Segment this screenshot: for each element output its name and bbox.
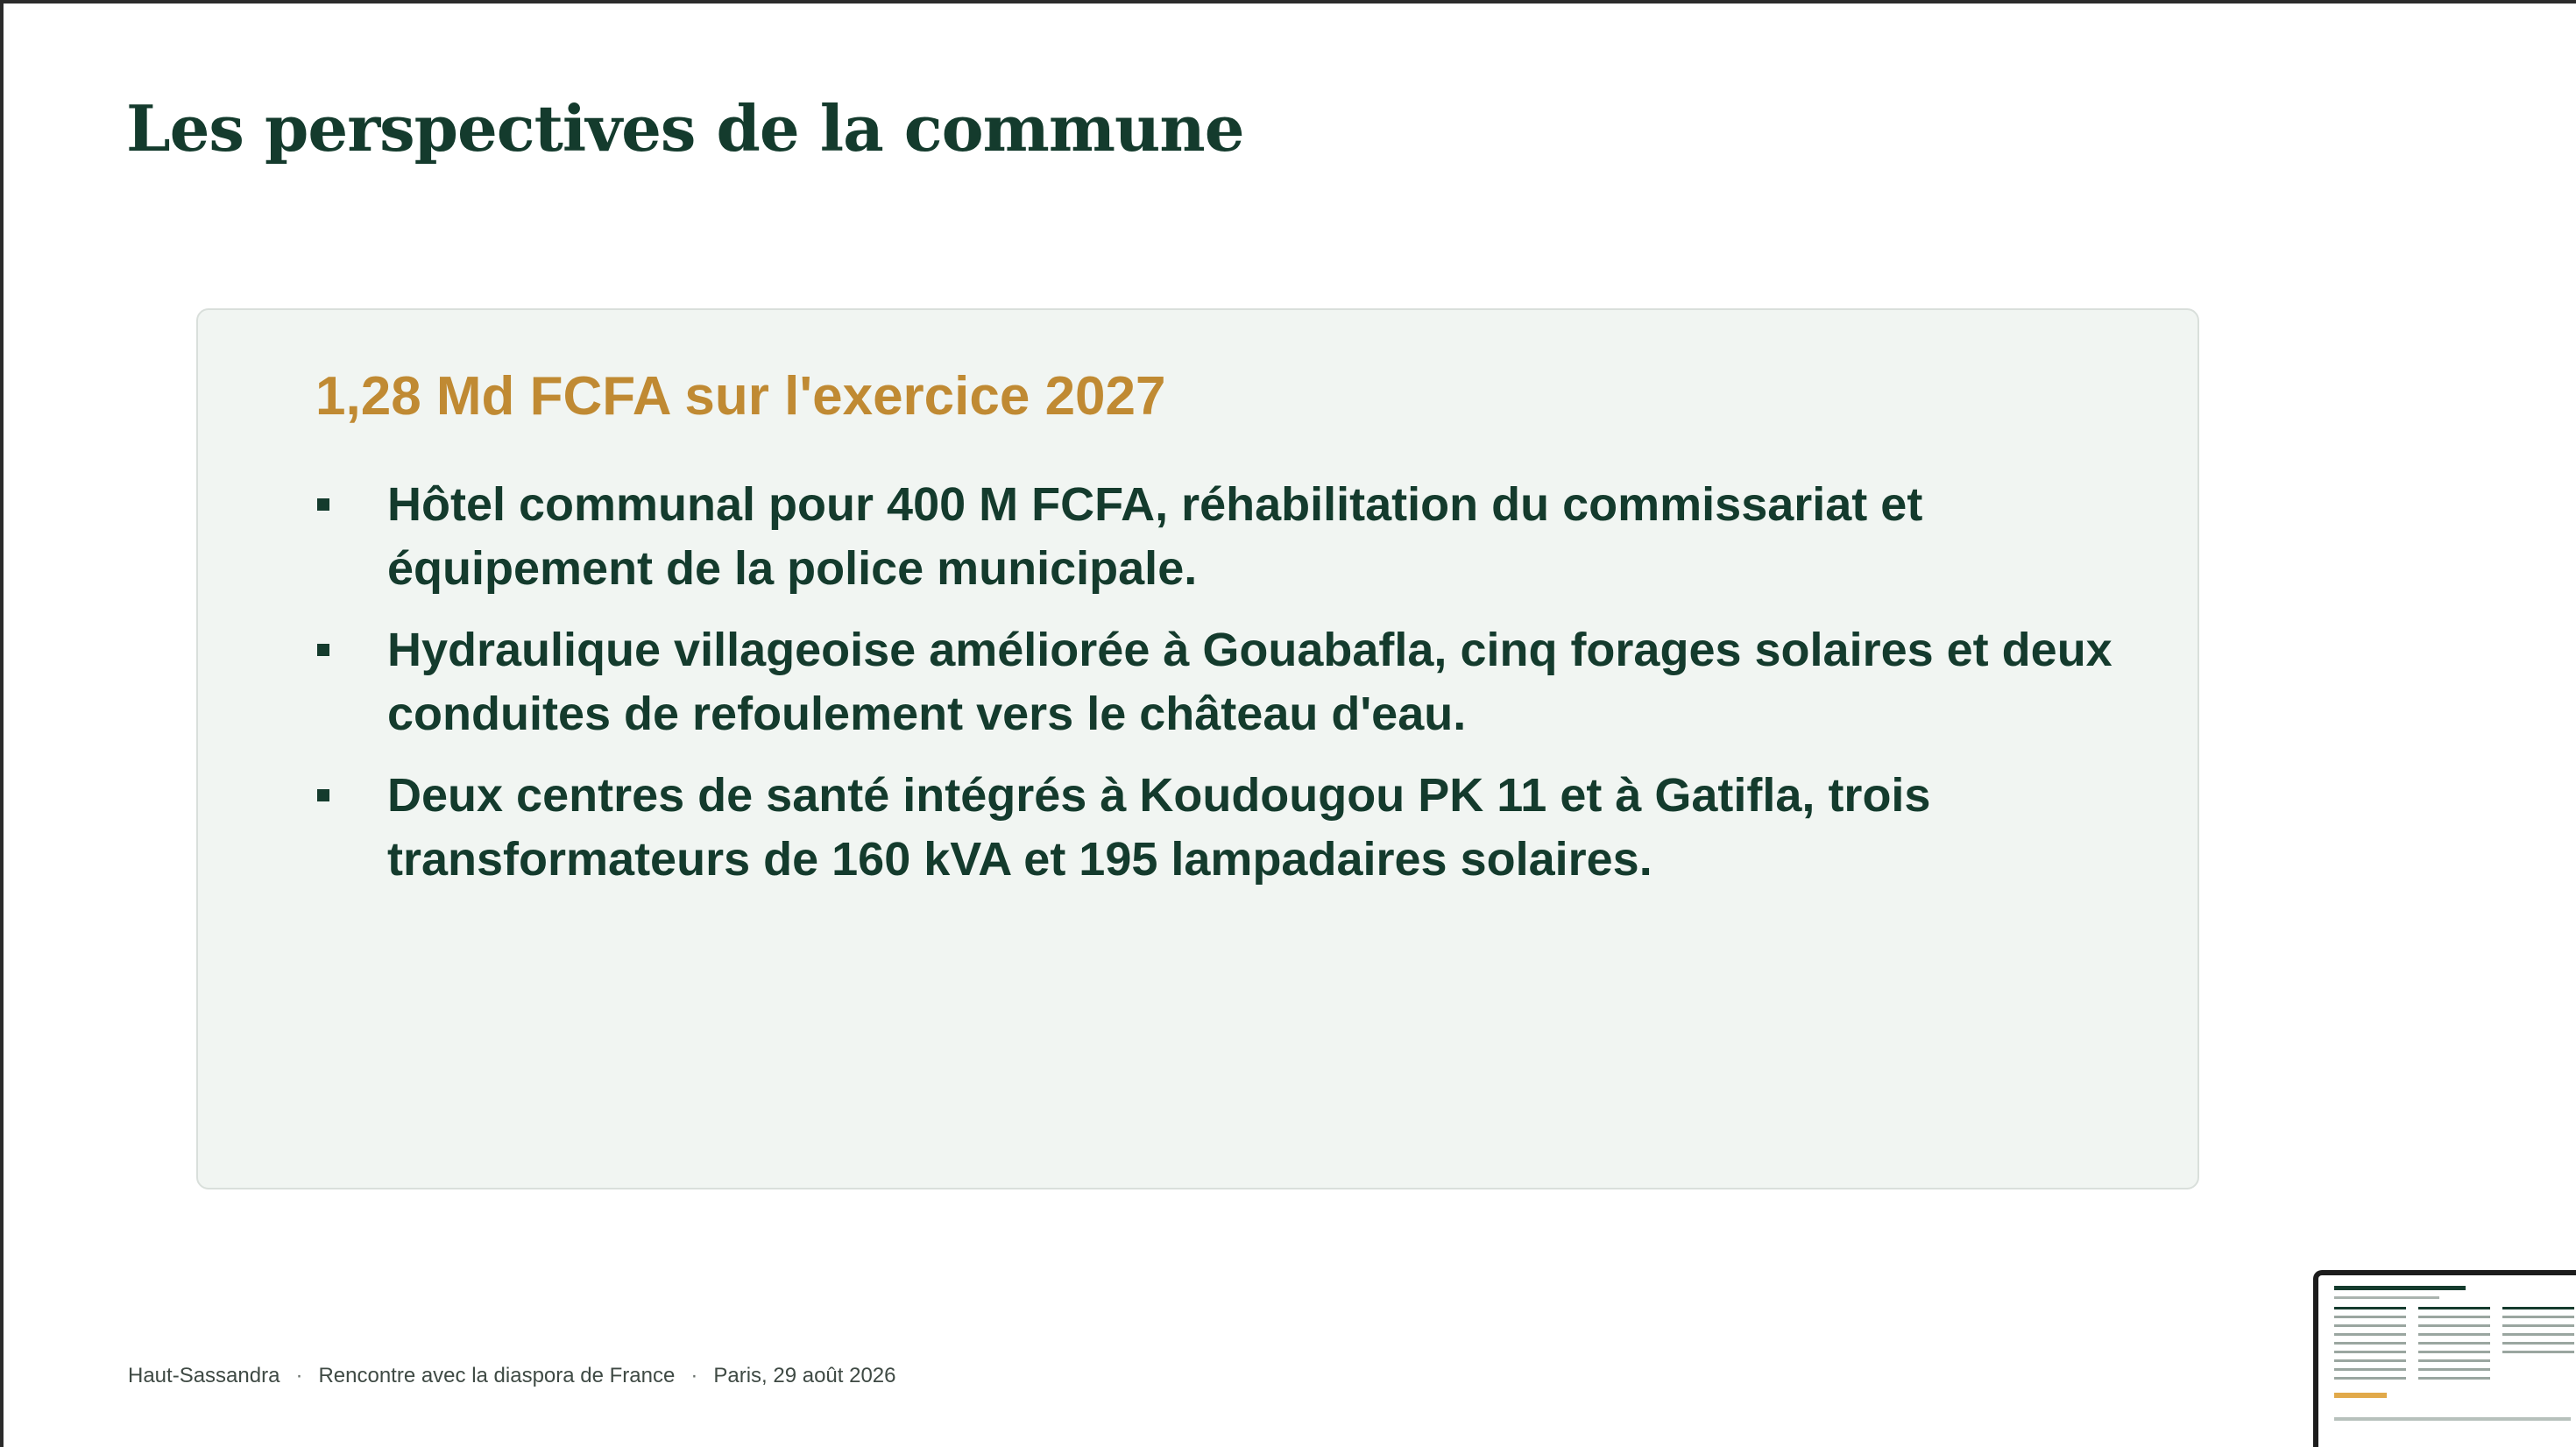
thumbnail-column: [2334, 1307, 2406, 1386]
bullet-item: [315, 618, 2155, 746]
thumbnail-line: [2418, 1307, 2490, 1309]
thumbnail-line: [2334, 1324, 2406, 1327]
bullet-item: [315, 473, 2155, 601]
bullet-list: [315, 473, 2155, 909]
thumbnail-accent-line: [2334, 1393, 2387, 1398]
next-slide-thumbnail[interactable]: [2313, 1270, 2576, 1447]
thumbnail-line: [2334, 1307, 2406, 1309]
slide-footer: [128, 1361, 896, 1391]
square-bullet-icon: [317, 644, 329, 656]
thumbnail-line: [2418, 1351, 2490, 1353]
thumbnail-line: [2418, 1316, 2490, 1318]
footer-region: Haut-Sassandra: [128, 1364, 280, 1387]
square-bullet-icon: [317, 789, 329, 801]
footer-separator: ·: [690, 1364, 698, 1387]
bullet-item: [315, 764, 2155, 892]
thumbnail-line: [2334, 1316, 2406, 1318]
bullet-text: Hydraulique villageoise améliorée à Gouabafla, cinq forages solaires et deux conduites de refoulement vers le château d'eau.: [387, 624, 2112, 740]
thumbnail-line: [2502, 1324, 2574, 1327]
thumbnail-line: [2334, 1351, 2406, 1353]
thumbnail-line: [2502, 1316, 2574, 1318]
footer-place-date: Paris, 29 août 2026: [713, 1364, 896, 1387]
thumbnail-preview: [2327, 1286, 2576, 1436]
bullet-text: Deux centres de santé intégrés à Koudougou PK 11 et à Gatifla, trois transformateurs de 160 kVA et 195 lampadaires solaires.: [387, 769, 1931, 886]
thumbnail-column: [2502, 1307, 2574, 1359]
thumbnail-line: [2418, 1377, 2490, 1380]
thumbnail-title-line: [2334, 1286, 2466, 1290]
thumbnail-line: [2334, 1368, 2406, 1371]
thumbnail-line: [2334, 1342, 2406, 1345]
thumbnail-column: [2418, 1307, 2490, 1386]
thumbnail-footnote-line: [2334, 1417, 2571, 1421]
footer-separator: ·: [295, 1364, 303, 1387]
thumbnail-line: [2418, 1359, 2490, 1362]
thumbnail-line: [2502, 1342, 2574, 1345]
thumbnail-line: [2418, 1324, 2490, 1327]
thumbnail-line: [2418, 1342, 2490, 1345]
footer-event: Rencontre avec la diaspora de France: [318, 1364, 676, 1387]
thumbnail-line: [2334, 1377, 2406, 1380]
bullet-text: Hôtel communal pour 400 M FCFA, réhabilitation du commissariat et équipement de la police municipale.: [387, 478, 1923, 595]
square-bullet-icon: [317, 498, 329, 511]
thumbnail-line: [2502, 1333, 2574, 1336]
content-panel: [196, 308, 2199, 1189]
panel-heading: 1,28 Md FCFA sur l'exercice 2027: [315, 366, 1166, 427]
thumbnail-line: [2418, 1333, 2490, 1336]
thumbnail-line: [2334, 1359, 2406, 1362]
thumbnail-line: [2334, 1333, 2406, 1336]
thumbnail-subtitle-line: [2334, 1296, 2439, 1299]
thumbnail-line: [2502, 1307, 2574, 1309]
thumbnail-line: [2502, 1351, 2574, 1353]
thumbnail-line: [2418, 1368, 2490, 1371]
slide-title: Les perspectives de la commune: [126, 91, 1244, 166]
